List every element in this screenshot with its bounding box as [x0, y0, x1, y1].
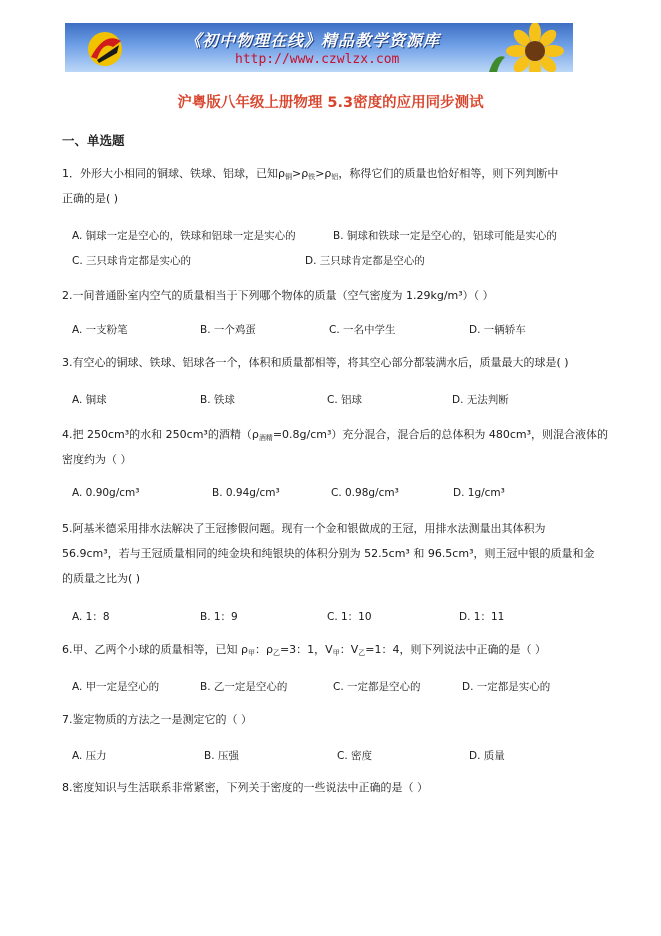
question-3: 3.有空心的铜球、铁球、铝球各一个，体积和质量都相等，将其空心部分都装满水后，质量最大的球是( ) [62, 356, 569, 369]
q4-option-b[interactable]: B. 0.94g/cm³ [212, 487, 280, 499]
q6-option-d[interactable]: D. 一定都是实心的 [462, 681, 551, 693]
q1-option-b[interactable]: B. 铜球和铁球一定是空心的，铝球可能是实心的 [333, 230, 557, 242]
q4-option-a[interactable]: A. 0.90g/cm³ [72, 487, 140, 499]
q7-option-d[interactable]: D. 质量 [469, 750, 505, 762]
site-logo-icon [83, 27, 127, 69]
sunflower-icon [479, 23, 571, 72]
q1-option-a[interactable]: A. 铜球一定是空心的，铁球和铝球一定是实心的 [72, 230, 296, 242]
question-1: 1．外形大小相同的铜球、铁球、铝球，已知$\rho_铜>\rho_铁>\rho_铝$，称得它们的质量也恰好相等，则下列判断中 正确的是( ) [62, 167, 559, 205]
q6-option-c[interactable]: C. 一定都是空心的 [333, 681, 421, 693]
q7-option-a[interactable]: A. 压力 [72, 750, 107, 762]
q2-option-c[interactable]: C. 一名中学生 [329, 324, 396, 336]
question-7: 7.鉴定物质的方法之一是测定它的（ ） [62, 713, 252, 726]
q3-option-a[interactable]: A. 铜球 [72, 394, 107, 406]
header-banner [65, 23, 573, 72]
q4-option-d[interactable]: D. 1g/cm³ [453, 487, 505, 499]
question-6: 6.甲、乙两个小球的质量相等，已知 $\rho_甲$：$\rho_乙=3$：1，$V_甲$：$V_乙=1$：4，则下列说法中正确的是（ ） [62, 643, 546, 657]
q1-option-d[interactable]: D. 三只球肯定都是空心的 [305, 255, 425, 267]
q3-option-c[interactable]: C. 铝球 [327, 394, 363, 406]
q2-option-d[interactable]: D. 一辆轿车 [469, 324, 526, 336]
q5-option-b[interactable]: B. 1：9 [200, 611, 238, 623]
q2-option-a[interactable]: A. 一支粉笔 [72, 324, 128, 336]
q3-option-d[interactable]: D. 无法判断 [452, 394, 509, 406]
q7-option-b[interactable]: B. 压强 [204, 750, 239, 762]
question-4: 4.把 250cm³的水和 250cm³的酒精$(\rho_{酒精}=0.8g/cm^3)$充分混合，混合后的总体积为 480cm³，则混合液体的 密度约为（ ） [62, 428, 609, 466]
banner-title: 《初中物理在线》精品教学资源库 [185, 31, 441, 50]
q5-option-a[interactable]: A. 1：8 [72, 611, 110, 623]
q6-option-b[interactable]: B. 乙一定是空心的 [200, 681, 288, 693]
banner-url[interactable]: http://www.czwlzx.com [235, 52, 400, 67]
q7-option-c[interactable]: C. 密度 [337, 750, 373, 762]
q6-option-a[interactable]: A. 甲一定是空心的 [72, 681, 160, 693]
question-2: 2.一间普通卧室内空气的质量相当于下列哪个物体的质量（空气密度为 1.29kg/m³）（ ） [62, 289, 494, 302]
q4-option-c[interactable]: C. 0.98g/cm³ [331, 487, 399, 499]
question-5: 5.阿基米德采用排水法解决了王冠掺假问题。现有一个金和银做成的王冠，用排水法测量出其体积为 56.9cm³，若与王冠质量相同的纯金块和纯银块的体积分别为 52.5cm³ 和 96.5cm³，则王冠中银的质量和金 的质量之比为( ) [62, 522, 595, 585]
section-heading: 一、单选题 [62, 133, 125, 148]
question-8: 8.密度知识与生活联系非常紧密，下列关于密度的一些说法中正确的是（ ） [62, 781, 428, 794]
page-title: 沪粤版八年级上册物理 5.3密度的应用同步测试 [177, 95, 484, 111]
q1-option-c[interactable]: C. 三只球肯定都是实心的 [72, 255, 192, 267]
q5-option-c[interactable]: C. 1：10 [327, 611, 372, 623]
q2-option-b[interactable]: B. 一个鸡蛋 [200, 324, 256, 336]
q5-option-d[interactable]: D. 1：11 [459, 611, 505, 623]
q3-option-b[interactable]: B. 铁球 [200, 394, 235, 406]
